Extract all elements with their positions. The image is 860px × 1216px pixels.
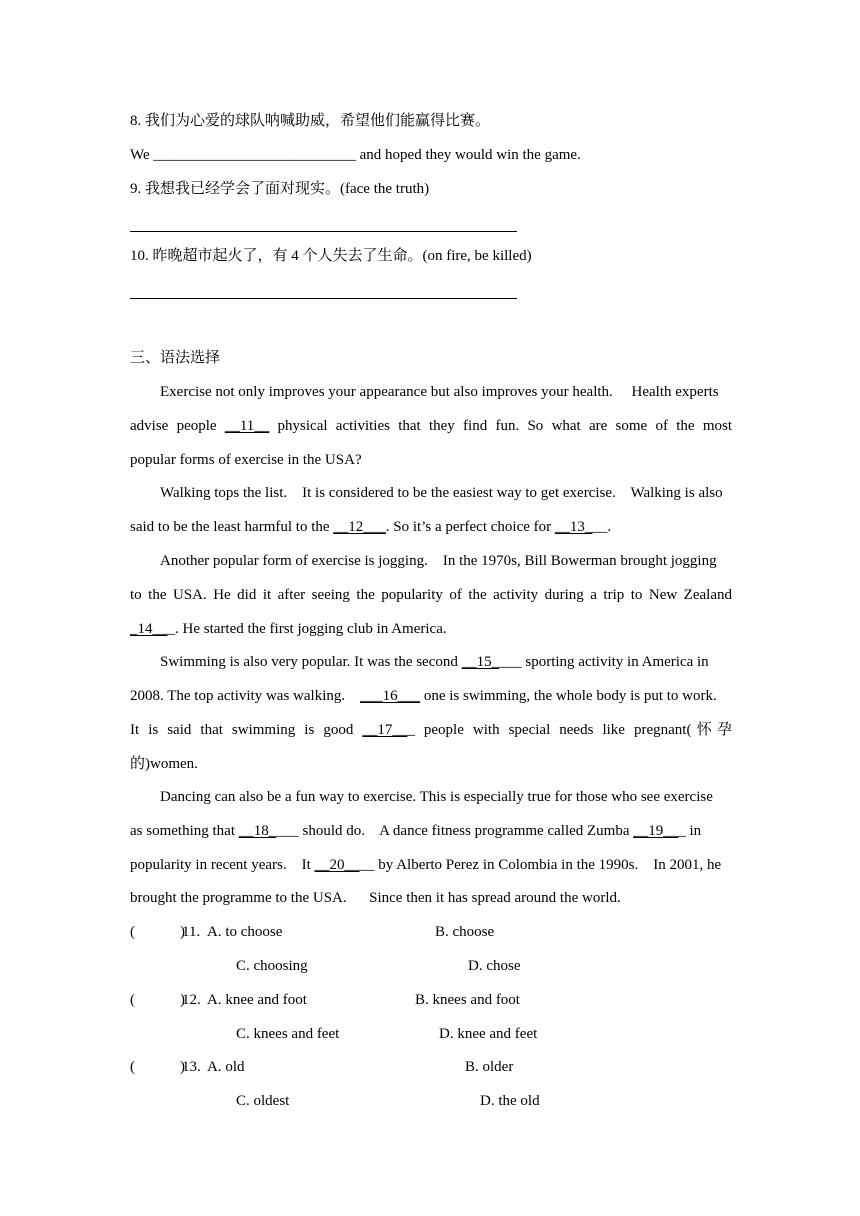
p5-line4: brought the programme to the USA. Since then it has spread around the world.: [130, 890, 621, 906]
p2-line1: Walking tops the list. It is considered to be the easiest way to get exercise. Walking is also: [160, 485, 723, 501]
p3-line2: to the USA. He did it after seeing the popularity of the activity during a trip to New Zealand: [130, 587, 732, 603]
q10-answer-rule: [130, 298, 517, 299]
q11-option-d[interactable]: D. chose: [468, 958, 521, 974]
q8-prompt: 8. 我们为心爱的球队呐喊助威，希望他们能赢得比赛。: [130, 113, 491, 129]
p4-text-a: Swimming is also very popular. It was the second: [160, 654, 462, 670]
p5-line3: [130, 855, 721, 875]
p3-line3: [130, 619, 447, 639]
q11-answer-paren[interactable]: ( ): [130, 924, 185, 940]
p5-line1: Dancing can also be a fun way to exercise. This is especially true for those who see exercise: [160, 789, 713, 805]
p2-line2: [130, 517, 611, 537]
blank-19: __19__: [633, 823, 679, 839]
p1-line2: [130, 416, 732, 436]
p1-text-a: advise people: [130, 418, 225, 434]
blank-20: __20__: [314, 857, 360, 873]
p4-text-c: 2008. The top activity was walking.: [130, 688, 361, 704]
p4-text-b: ___ sporting activity in America in: [499, 654, 709, 670]
q8-suffix: and hoped they would win the game.: [355, 147, 581, 163]
p5-text-a: as something that: [130, 823, 239, 839]
q12-option-c[interactable]: C. knees and feet: [236, 1026, 340, 1042]
q13-option-a[interactable]: A. old: [207, 1059, 245, 1075]
p2-text-a: said to be the least harmful to the: [130, 519, 334, 535]
q11-number: 11.: [182, 924, 201, 940]
p1-line3: popular forms of exercise in the USA?: [130, 452, 362, 468]
p5-text-e: __ by Alberto Perez in Colombia in the 1990s. In 2001, he: [359, 857, 722, 873]
q9-prompt: 9. 我想我已经学会了面对现实。(face the truth): [130, 181, 430, 197]
q9-answer-rule: [130, 231, 517, 232]
p4-line4: 的)women.: [130, 756, 198, 772]
q8-answer-line: [130, 145, 581, 165]
p4-text-e: It is said that swimming is good: [130, 722, 363, 738]
q13-option-c[interactable]: C. oldest: [236, 1093, 290, 1109]
p3-text: _. He started the first jogging club in America.: [167, 621, 447, 637]
q12-answer-paren[interactable]: ( ): [130, 992, 185, 1008]
p5-text-c: _ in: [678, 823, 702, 839]
p5-text-d: popularity in recent years. It: [130, 857, 315, 873]
p4-line2: [130, 686, 717, 706]
blank-12: __12___: [333, 519, 386, 535]
blank-11: __11__: [224, 418, 270, 434]
p4-line1: [160, 652, 709, 672]
p4-text-f: _ people with special needs like pregnant(怀孕: [407, 722, 732, 738]
blank-18: __18_: [238, 823, 277, 839]
blank-15: __15_: [461, 654, 500, 670]
q12-option-a[interactable]: A. knee and foot: [207, 992, 307, 1008]
p4-line3: [130, 720, 732, 740]
q13-option-d[interactable]: D. the old: [480, 1093, 540, 1109]
q13-answer-paren[interactable]: ( ): [130, 1059, 185, 1075]
blank-14: _14__: [130, 621, 168, 637]
q8-blank: ___________________________: [153, 147, 356, 163]
p1-line1: Exercise not only improves your appearance but also improves your health. Health experts: [160, 384, 719, 400]
p2-text-c: __.: [592, 519, 612, 535]
q11-option-c[interactable]: C. choosing: [236, 958, 308, 974]
q11-option-b[interactable]: B. choose: [435, 924, 495, 940]
section-title: 三、语法选择: [130, 350, 221, 366]
blank-17: __17__: [362, 722, 408, 738]
p5-text-b: ___ should do. A dance fitness programme called Zumba: [276, 823, 634, 839]
p5-line2: [130, 821, 701, 841]
p1-text-b: physical activities that they find fun. So what are some of the most: [269, 418, 732, 434]
q8-prefix: We: [130, 147, 154, 163]
q11-option-a[interactable]: A. to choose: [207, 924, 283, 940]
q12-option-d[interactable]: D. knee and feet: [439, 1026, 538, 1042]
q10-prompt: 10. 昨晚超市起火了，有 4 个人失去了生命。(on fire, be killed): [130, 248, 532, 264]
q13-option-b[interactable]: B. older: [465, 1059, 514, 1075]
q12-option-b[interactable]: B. knees and foot: [415, 992, 520, 1008]
blank-13: __13_: [554, 519, 593, 535]
p2-text-b: . So it’s a perfect choice for: [385, 519, 555, 535]
q13-number: 13.: [182, 1059, 201, 1075]
q12-number: 12.: [182, 992, 201, 1008]
p3-line1: Another popular form of exercise is jogging. In the 1970s, Bill Bowerman brought jogging: [160, 553, 717, 569]
p4-text-d: one is swimming, the whole body is put to work.: [420, 688, 717, 704]
blank-16: ___16___: [360, 688, 421, 704]
